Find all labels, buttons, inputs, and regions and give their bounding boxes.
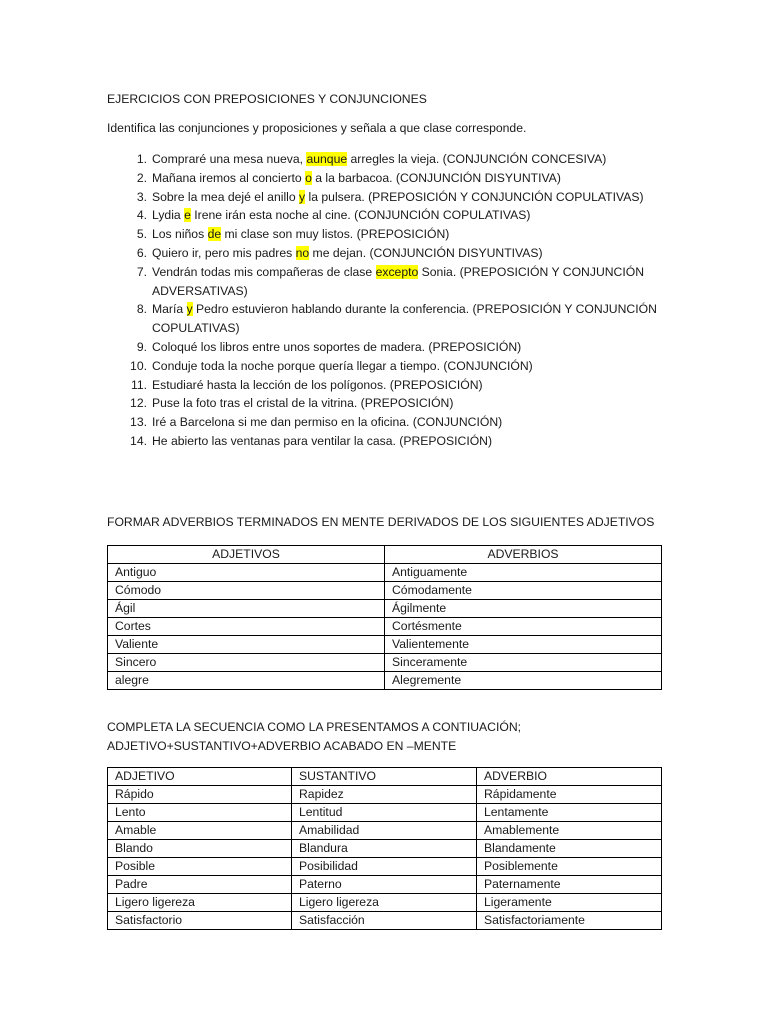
item-number: 5. (136, 227, 147, 242)
item-number: 8. (136, 302, 147, 317)
item-number: 7. (136, 264, 147, 279)
table-row (108, 840, 662, 858)
table-row (108, 654, 662, 672)
table-row (108, 912, 662, 930)
table-header-row (108, 768, 662, 786)
exercise-item (107, 206, 677, 225)
table-cell: Satisfactoriamente (477, 912, 662, 930)
table-row (108, 564, 662, 582)
exercise-list (107, 150, 677, 451)
table-cell: Amabilidad (292, 822, 477, 840)
table-cell: Antiguo (108, 564, 385, 582)
table-header-cell: ADJETIVO (108, 768, 292, 786)
table-cell: Alegremente (385, 672, 662, 690)
item-text: Sobre la mea dejé el anillo (152, 189, 300, 204)
highlighted-word: aunque (306, 152, 348, 166)
exercise-item (107, 413, 677, 432)
table-cell: Ágilmente (385, 600, 662, 618)
item-text: Coloqué los libros entre unos soportes de madera. (PREPOSICIÓN) (152, 339, 522, 354)
table-cell: Ligero ligereza (292, 894, 477, 912)
section3-title-line1: COMPLETA LA SECUENCIA COMO LA PRESENTAMOS A CONTIUACIÓN; (107, 720, 522, 734)
item-text: Puse la foto tras el cristal de la vitrina. (PREPOSICIÓN) (152, 396, 454, 411)
item-number: 14. (130, 433, 147, 448)
highlighted-word: excepto (375, 264, 419, 279)
table-header-cell: SUSTANTIVO (292, 768, 477, 786)
table-cell: Posible (108, 858, 292, 876)
item-text: Condujе toda la noche porque quería llegar a tiempo. (CONJUNCIÓN) (152, 358, 533, 373)
table-row (108, 582, 662, 600)
table-cell: Blandura (292, 840, 477, 858)
table-cell: Sinceramente (385, 654, 662, 672)
exercise-item (107, 376, 677, 395)
item-number: 2. (136, 170, 147, 185)
highlighted-word: o (305, 170, 312, 185)
item-text: arregles la vieja. (CONJUNCIÓN CONCESIVA) (347, 152, 607, 166)
item-number: 4. (136, 208, 147, 223)
table-cell: Rápidamente (477, 786, 662, 804)
table-cell: Valiente (108, 636, 385, 654)
highlighted-word: de (207, 227, 222, 242)
exercise-item (107, 150, 677, 169)
exercise-item (107, 225, 677, 244)
table-cell: Cómodo (108, 582, 385, 600)
item-text: María (152, 302, 187, 317)
table-cell: Ligeramente (477, 894, 662, 912)
sequence-table (107, 767, 662, 930)
table-row (108, 786, 662, 804)
table-cell: Rápido (108, 786, 292, 804)
table-header-cell: ADVERBIO (477, 768, 662, 786)
item-text: Pedro estuvieron hablando durante la conferencia. (PREPOSICIÓN Y CONJUNCIÓN COPULATIVAS) (152, 302, 657, 336)
section3-title-line2: ADJETIVO+SUSTANTIVO+ADVERBIO ACABADO EN –MENTE (107, 739, 457, 753)
table-cell: Valientemente (385, 636, 662, 654)
item-number: 1. (136, 152, 147, 166)
instructions: Identifica las conjunciones y proposiciones y señala a que clase corresponde. (107, 121, 527, 135)
item-text: la pulsera. (PREPOSICIÓN Y CONJUNCIÓN COPULATIVAS) (305, 189, 644, 204)
item-text: mi clase son muy listos. (PREPOSICIÓN) (221, 227, 450, 242)
table-row (108, 600, 662, 618)
table-cell: Paterno (292, 876, 477, 894)
table-cell: Sincero (108, 654, 385, 672)
exercise-item (107, 244, 677, 263)
exercise-item (107, 300, 677, 338)
table-cell: Ligero ligereza (108, 894, 292, 912)
item-number: 9. (136, 339, 147, 354)
item-number: 3. (136, 189, 147, 204)
highlighted-word: y (299, 189, 306, 204)
exercise-item (107, 357, 677, 376)
item-text: Irene irán esta noche al cine. (CONJUNCIÓN COPULATIVAS) (190, 208, 531, 223)
table-row (108, 858, 662, 876)
table-cell: Posibilidad (292, 858, 477, 876)
table-cell: Blandamente (477, 840, 662, 858)
table-cell: Padre (108, 876, 292, 894)
table-header-cell: ADVERBIOS (385, 546, 662, 564)
item-number: 13. (130, 415, 147, 430)
exercise-item (107, 432, 677, 451)
table-row (108, 822, 662, 840)
table-cell: Amablemente (477, 822, 662, 840)
table-cell: Rapidez (292, 786, 477, 804)
table-cell: Antiguamente (385, 564, 662, 582)
table-cell: Satisfacción (292, 912, 477, 930)
table-row (108, 804, 662, 822)
item-text: Estudiaré hasta la lección de los polígonos. (PREPOSICIÓN) (152, 377, 483, 392)
table-row (108, 636, 662, 654)
section2-title: FORMAR ADVERBIOS TERMINADOS EN MENTE DERIVADOS DE LOS SIGUIENTES ADJETIVOS (107, 515, 655, 529)
item-number: 6. (136, 245, 147, 260)
table-row (108, 618, 662, 636)
table-cell: Satisfactorio (108, 912, 292, 930)
table-row (108, 876, 662, 894)
table-cell: alegre (108, 672, 385, 690)
item-text: Quiero ir, pero mis padres (152, 245, 296, 260)
adjective-adverb-table (107, 545, 662, 690)
item-text: Compraré una mesa nueva, (152, 152, 307, 166)
highlighted-word: no (295, 245, 310, 260)
table-cell: Lentamente (477, 804, 662, 822)
item-text: Mañana iremos al concierto (152, 170, 306, 185)
table-row (108, 672, 662, 690)
table-cell: Blando (108, 840, 292, 858)
item-text: Los niños (152, 227, 208, 242)
table-cell: Ágil (108, 600, 385, 618)
highlighted-word: e (184, 208, 191, 223)
item-number: 10. (130, 358, 147, 373)
table-cell: Lentitud (292, 804, 477, 822)
exercise-item (107, 338, 677, 357)
item-number: 12. (130, 396, 147, 411)
exercise-item (107, 169, 677, 188)
table-cell: Posiblemente (477, 858, 662, 876)
exercise-item (107, 394, 677, 413)
table-cell: Cortésmente (385, 618, 662, 636)
highlighted-word: y (186, 302, 193, 317)
item-number: 11. (130, 377, 147, 392)
item-text: Vendrán todas mis compañeras de clase (152, 264, 376, 279)
table-row (108, 894, 662, 912)
table-cell: Lento (108, 804, 292, 822)
document-title: EJERCICIOS CON PREPOSICIONES Y CONJUNCIONES (107, 92, 427, 106)
item-text: me dejan. (CONJUNCIÓN DISYUNTIVAS) (309, 245, 543, 260)
table-cell: Amable (108, 822, 292, 840)
exercise-item (107, 263, 677, 301)
item-text: Iré a Barcelona si me dan permiso en la oficina. (CONJUNCIÓN) (152, 415, 503, 430)
exercise-item (107, 188, 677, 207)
table-cell: Cómodamente (385, 582, 662, 600)
item-text: He abierto las ventanas para ventilar la casa. (PREPOSICIÓN) (152, 433, 493, 448)
table-cell: Paternamente (477, 876, 662, 894)
table-cell: Cortes (108, 618, 385, 636)
item-text: Lydia (152, 208, 185, 223)
item-text: Sonia. (PREPOSICIÓN Y CONJUNCIÓN ADVERSATIVAS) (152, 264, 645, 298)
table-header-cell: ADJETIVOS (108, 546, 385, 564)
item-text: a la barbacoa. (CONJUNCIÓN DISYUNTIVA) (311, 170, 561, 185)
